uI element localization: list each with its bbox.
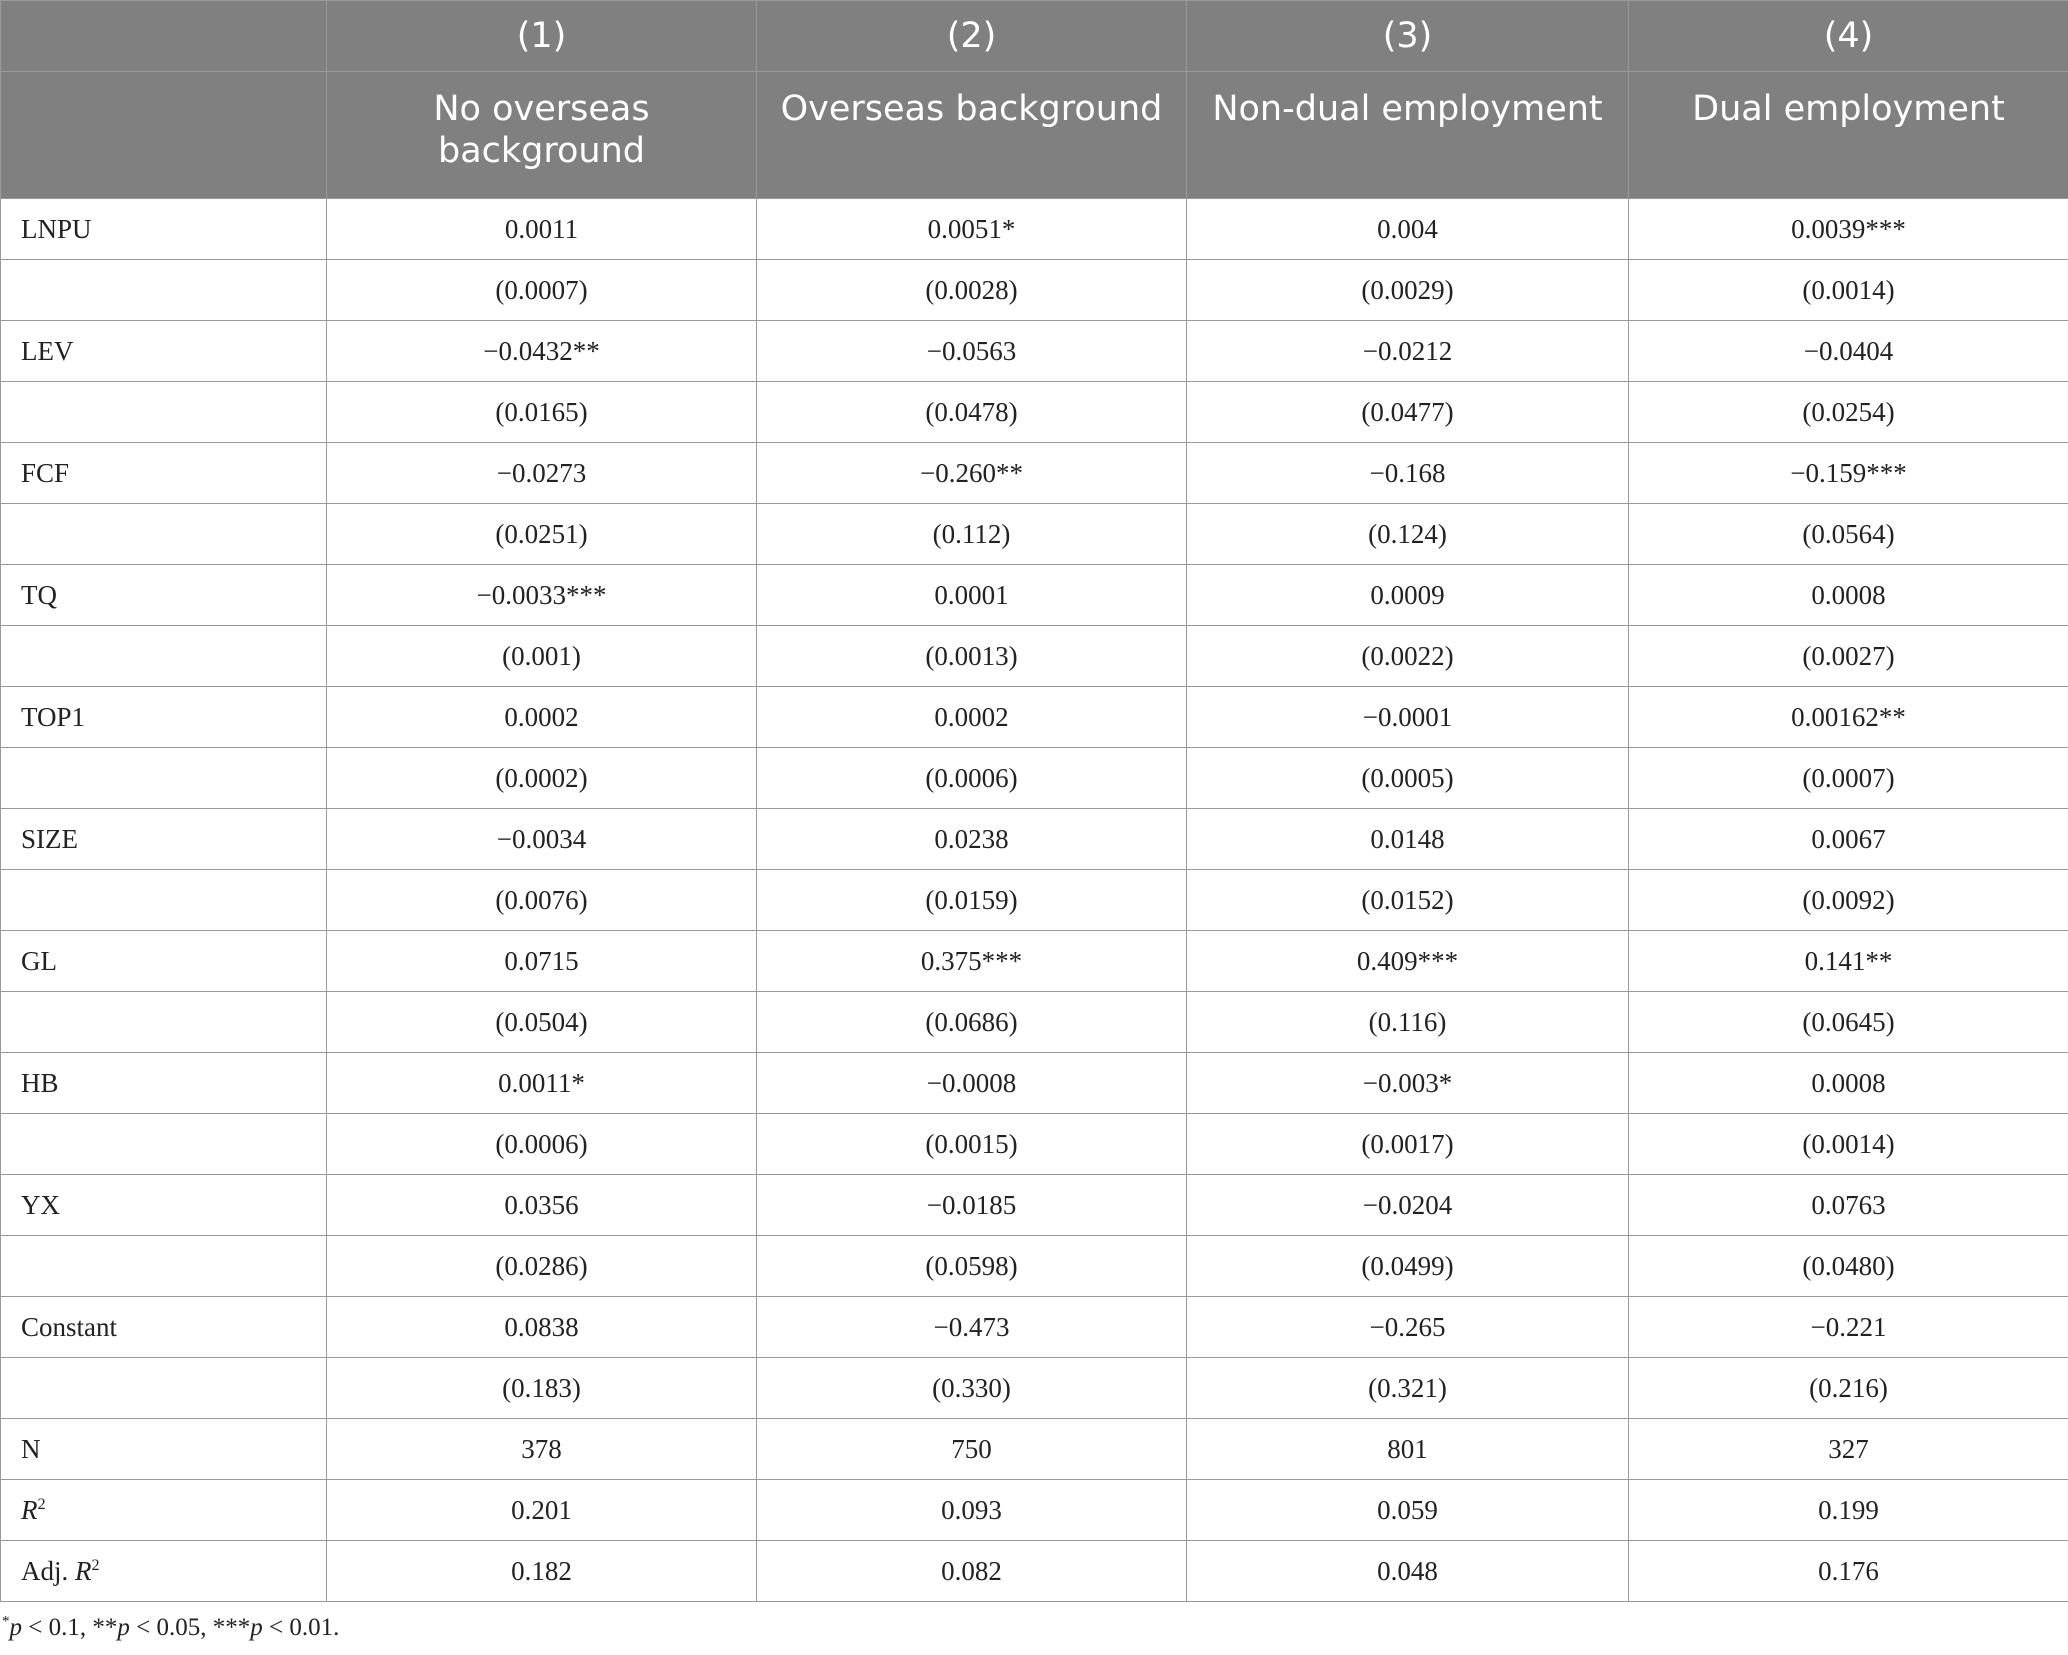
coef-cell: 0.0002 xyxy=(327,687,757,748)
stat-cell: 327 xyxy=(1629,1419,2068,1480)
coef-cell: 0.0002 xyxy=(757,687,1187,748)
se-cell: (0.0152) xyxy=(1187,870,1629,931)
se-row xyxy=(1,504,2068,565)
r-symbol: R xyxy=(21,1494,38,1525)
column-title: Overseas background xyxy=(757,72,1187,199)
superscript: 2 xyxy=(91,1555,100,1574)
se-cell: (0.0645) xyxy=(1629,992,2068,1053)
se-cell: (0.321) xyxy=(1187,1358,1629,1419)
row-label xyxy=(1,1541,327,1602)
row-label: GL xyxy=(1,931,327,992)
stat-row-r2 xyxy=(1,1480,2068,1541)
column-title: Non-dual employment xyxy=(1187,72,1629,199)
coef-row xyxy=(1,1175,2068,1236)
column-title: No overseas background xyxy=(327,72,757,199)
se-cell: (0.0014) xyxy=(1629,260,2068,321)
se-cell: (0.0006) xyxy=(757,748,1187,809)
coef-row xyxy=(1,1297,2068,1358)
coef-cell: 0.0838 xyxy=(327,1297,757,1358)
coef-cell: −0.265 xyxy=(1187,1297,1629,1358)
se-row xyxy=(1,1114,2068,1175)
se-row xyxy=(1,1236,2068,1297)
se-cell: (0.0251) xyxy=(327,504,757,565)
coef-cell: −0.0001 xyxy=(1187,687,1629,748)
header-corner xyxy=(1,72,327,199)
row-label: HB xyxy=(1,1053,327,1114)
se-row xyxy=(1,992,2068,1053)
se-row xyxy=(1,260,2068,321)
coef-cell: 0.0051* xyxy=(757,199,1187,260)
row-label: LNPU xyxy=(1,199,327,260)
footnote-p: p xyxy=(117,1614,130,1641)
se-cell: (0.0254) xyxy=(1629,382,2068,443)
column-title: Dual employment xyxy=(1629,72,2068,199)
coef-cell: 0.0356 xyxy=(327,1175,757,1236)
se-cell: (0.0480) xyxy=(1629,1236,2068,1297)
coef-row xyxy=(1,809,2068,870)
se-cell: (0.0029) xyxy=(1187,260,1629,321)
column-number: (3) xyxy=(1187,1,1629,72)
stat-cell: 0.201 xyxy=(327,1480,757,1541)
se-cell: (0.0598) xyxy=(757,1236,1187,1297)
se-cell: (0.330) xyxy=(757,1358,1187,1419)
coef-cell: 0.375*** xyxy=(757,931,1187,992)
row-label: Constant xyxy=(1,1297,327,1358)
header-number-row xyxy=(1,1,2068,72)
se-cell: (0.0686) xyxy=(757,992,1187,1053)
se-cell: (0.001) xyxy=(327,626,757,687)
se-row xyxy=(1,1358,2068,1419)
empty-label-cell xyxy=(1,1114,327,1175)
stat-cell: 0.093 xyxy=(757,1480,1187,1541)
coef-cell: −0.003* xyxy=(1187,1053,1629,1114)
empty-label-cell xyxy=(1,260,327,321)
stat-row-adj-r2 xyxy=(1,1541,2068,1602)
coef-cell: −0.473 xyxy=(757,1297,1187,1358)
se-cell: (0.0286) xyxy=(327,1236,757,1297)
coef-cell: −0.0034 xyxy=(327,809,757,870)
se-cell: (0.0159) xyxy=(757,870,1187,931)
se-row xyxy=(1,870,2068,931)
coef-cell: −0.221 xyxy=(1629,1297,2068,1358)
column-number: (2) xyxy=(757,1,1187,72)
coef-cell: 0.0009 xyxy=(1187,565,1629,626)
row-label xyxy=(1,1480,327,1541)
empty-label-cell xyxy=(1,626,327,687)
coef-cell: −0.0273 xyxy=(327,443,757,504)
se-cell: (0.0477) xyxy=(1187,382,1629,443)
se-cell: (0.0015) xyxy=(757,1114,1187,1175)
row-label: TQ xyxy=(1,565,327,626)
coef-cell: −0.0404 xyxy=(1629,321,2068,382)
se-cell: (0.0002) xyxy=(327,748,757,809)
coef-cell: 0.0001 xyxy=(757,565,1187,626)
footnote-p: p xyxy=(9,1614,22,1641)
coef-row xyxy=(1,931,2068,992)
stat-cell: 0.176 xyxy=(1629,1541,2068,1602)
coef-cell: 0.0008 xyxy=(1629,565,2068,626)
table-header xyxy=(1,1,2068,199)
se-cell: (0.216) xyxy=(1629,1358,2068,1419)
footnote-text: < 0.05, *** xyxy=(129,1614,251,1641)
stat-cell: 0.082 xyxy=(757,1541,1187,1602)
se-cell: (0.0504) xyxy=(327,992,757,1053)
coef-cell: −0.260** xyxy=(757,443,1187,504)
coef-cell: −0.0204 xyxy=(1187,1175,1629,1236)
se-cell: (0.0006) xyxy=(327,1114,757,1175)
empty-label-cell xyxy=(1,748,327,809)
row-label: SIZE xyxy=(1,809,327,870)
table-body xyxy=(1,199,2068,1602)
coef-row xyxy=(1,565,2068,626)
stat-cell: 750 xyxy=(757,1419,1187,1480)
se-row xyxy=(1,382,2068,443)
stat-cell: 0.059 xyxy=(1187,1480,1629,1541)
coef-cell: 0.0008 xyxy=(1629,1053,2068,1114)
coef-cell: 0.0148 xyxy=(1187,809,1629,870)
empty-label-cell xyxy=(1,382,327,443)
stat-cell: 0.182 xyxy=(327,1541,757,1602)
coef-cell: −0.168 xyxy=(1187,443,1629,504)
se-cell: (0.0028) xyxy=(757,260,1187,321)
row-label: FCF xyxy=(1,443,327,504)
empty-label-cell xyxy=(1,870,327,931)
se-cell: (0.0013) xyxy=(757,626,1187,687)
row-label: N xyxy=(1,1419,327,1480)
coef-cell: 0.0039*** xyxy=(1629,199,2068,260)
se-cell: (0.0022) xyxy=(1187,626,1629,687)
empty-label-cell xyxy=(1,1236,327,1297)
row-label: YX xyxy=(1,1175,327,1236)
se-cell: (0.0007) xyxy=(1629,748,2068,809)
coef-cell: −0.0033*** xyxy=(327,565,757,626)
coef-row xyxy=(1,321,2068,382)
se-cell: (0.0007) xyxy=(327,260,757,321)
se-cell: (0.0014) xyxy=(1629,1114,2068,1175)
r-symbol: R xyxy=(75,1555,92,1586)
coef-row xyxy=(1,199,2068,260)
se-cell: (0.0165) xyxy=(327,382,757,443)
se-cell: (0.124) xyxy=(1187,504,1629,565)
se-cell: (0.0092) xyxy=(1629,870,2068,931)
coef-cell: 0.0715 xyxy=(327,931,757,992)
superscript: 2 xyxy=(37,1494,46,1513)
coef-cell: −0.0212 xyxy=(1187,321,1629,382)
row-label: TOP1 xyxy=(1,687,327,748)
se-cell: (0.0499) xyxy=(1187,1236,1629,1297)
stat-cell: 0.199 xyxy=(1629,1480,2068,1541)
coef-cell: −0.0432** xyxy=(327,321,757,382)
coef-cell: 0.00162** xyxy=(1629,687,2068,748)
coef-row xyxy=(1,443,2068,504)
footnote-text: < 0.1, ** xyxy=(22,1614,118,1641)
se-cell: (0.0027) xyxy=(1629,626,2068,687)
coef-cell: 0.409*** xyxy=(1187,931,1629,992)
se-row xyxy=(1,748,2068,809)
header-title-row xyxy=(1,72,2068,199)
se-row xyxy=(1,626,2068,687)
coef-row xyxy=(1,687,2068,748)
empty-label-cell xyxy=(1,1358,327,1419)
coef-cell: 0.0067 xyxy=(1629,809,2068,870)
coef-cell: 0.0011 xyxy=(327,199,757,260)
stat-row-n xyxy=(1,1419,2068,1480)
column-number: (4) xyxy=(1629,1,2068,72)
footnote-p: p xyxy=(250,1614,263,1641)
se-cell: (0.112) xyxy=(757,504,1187,565)
coef-cell: 0.004 xyxy=(1187,199,1629,260)
coef-cell: 0.0011* xyxy=(327,1053,757,1114)
stat-cell: 0.048 xyxy=(1187,1541,1629,1602)
coef-cell: −0.0563 xyxy=(757,321,1187,382)
coef-cell: −0.0185 xyxy=(757,1175,1187,1236)
se-cell: (0.0017) xyxy=(1187,1114,1629,1175)
se-cell: (0.0564) xyxy=(1629,504,2068,565)
empty-label-cell xyxy=(1,504,327,565)
stat-cell: 801 xyxy=(1187,1419,1629,1480)
coef-cell: −0.0008 xyxy=(757,1053,1187,1114)
se-cell: (0.116) xyxy=(1187,992,1629,1053)
column-number: (1) xyxy=(327,1,757,72)
coef-cell: −0.159*** xyxy=(1629,443,2068,504)
stat-cell: 378 xyxy=(327,1419,757,1480)
se-cell: (0.0076) xyxy=(327,870,757,931)
significance-footnote xyxy=(2,1614,339,1642)
se-cell: (0.0478) xyxy=(757,382,1187,443)
se-cell: (0.0005) xyxy=(1187,748,1629,809)
se-cell: (0.183) xyxy=(327,1358,757,1419)
adj-prefix: Adj. xyxy=(21,1555,75,1586)
coef-cell: 0.0763 xyxy=(1629,1175,2068,1236)
footnote-star: * xyxy=(2,1613,10,1630)
footnote-text: < 0.01. xyxy=(262,1614,340,1641)
row-label: LEV xyxy=(1,321,327,382)
coef-cell: 0.0238 xyxy=(757,809,1187,870)
empty-label-cell xyxy=(1,992,327,1053)
coef-cell: 0.141** xyxy=(1629,931,2068,992)
coef-row xyxy=(1,1053,2068,1114)
header-corner xyxy=(1,1,327,72)
